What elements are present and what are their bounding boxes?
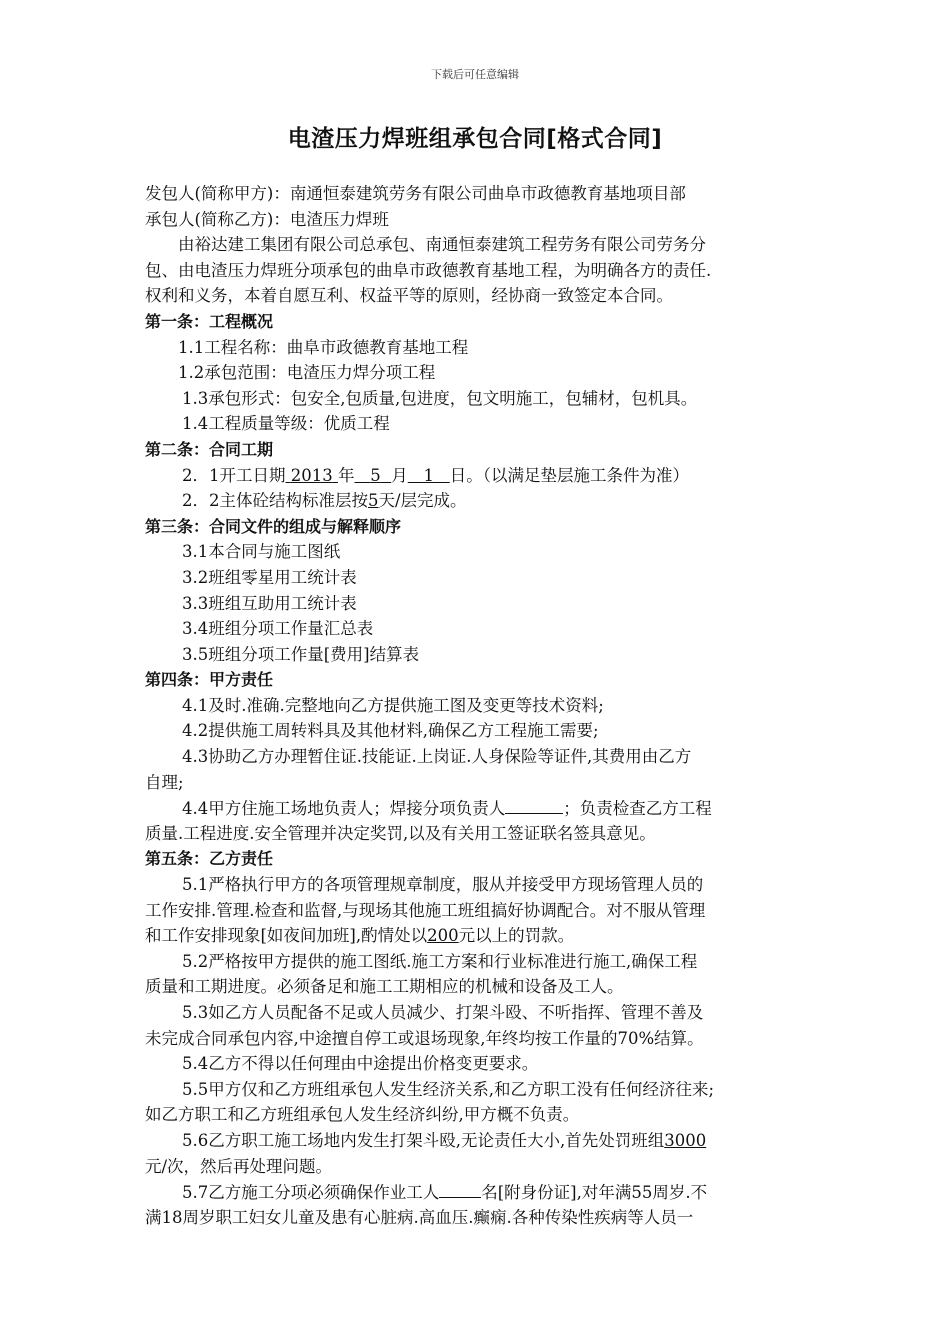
year-unit: 年 [338,465,355,485]
clause-5-4: 5.4乙方不得以任何理由中途提出价格变更要求。 [182,1054,539,1074]
clause-3-5: 3.5班组分项工作量[费用]结算表 [182,644,420,664]
intro-line: 权利和义务，本着自愿互利、权益平等的原则，经协商一致签定本合同。 [145,286,673,306]
welding-manager-blank [505,795,563,814]
article-5-heading: 第五条：乙方责任 [145,849,274,869]
clause-1-3: 1.3承包形式：包安全,包质量,包进度，包文明施工，包辅材，包机具。 [182,388,698,408]
contract-body [145,181,825,1230]
clause-1-4: 1.4工程质量等级：优质工程 [182,414,390,434]
clause-4-4-cont: 质量.工程进度.安全管理并决定奖罚,以及有关用工签证联名签具意见。 [145,823,656,843]
clause-3-2: 3.2班组零星用工统计表 [182,567,357,587]
workers-suffix: 名[附身份证],对年满55周岁.不 [481,1183,708,1203]
clause-2-2-prefix: 2．2主体砼结构标准层按 [182,491,368,511]
clause-5-6-cont: 元/次，然后再处理问题。 [145,1156,333,1176]
workers-prefix: 5.7乙方施工分项必须确保作业工人 [182,1183,440,1203]
intro-line: 包、由电渣压力焊班分项承包的曲阜市政德教育基地工程，为明确各方的责任. [145,260,712,280]
clause-4-4 [145,795,825,821]
clause-5-2-cont: 质量和工期进度。必须备足和施工工期相应的机械和设备及工人。 [145,977,624,997]
clause-5-6 [145,1128,825,1154]
clause-2-2-suffix: 天/层完成。 [378,491,467,511]
start-day-value: 1 [423,465,434,485]
clause-5-7-cont: 满18周岁职工妇女儿童及患有心脏病.高血压.癫痫.各种传染性疾病等人员一 [145,1207,694,1227]
clause-5-2: 5.2严格按甲方提供的施工图纸.施工方案和行业标准进行施工,确保工程 [182,951,698,971]
clause-5-1-cont [145,923,825,949]
document-title: 电渣压力焊班组承包合同[格式合同] [287,126,663,152]
fine-suffix: 元以上的罚款。 [458,926,575,946]
clause-2-1-prefix: 2．1开工日期 [182,465,286,485]
start-month-value: 5 [370,465,381,485]
clause-2-1 [145,463,825,489]
clause-4-2: 4.2提供施工周转料具及其他材料,确保乙方工程施工需要; [182,721,599,741]
clause-5-1-cont: 工作安排.管理.检查和监督,与现场其他施工班组搞好协调配合。对不服从管理 [145,900,706,920]
start-year-value: 2013 [290,465,333,485]
month-unit: 月 [391,465,408,485]
penalty-amount: 3000 [664,1130,707,1150]
header-note: 下载后可任意编辑 [431,68,519,81]
clause-4-4-suffix: ；负责检查乙方工程 [563,799,712,819]
clause-2-2 [145,488,825,514]
clause-4-1: 4.1及时.准确.完整地向乙方提供施工图及变更等技术资料; [182,695,604,715]
clause-5-5-cont: 如乙方职工和乙方班组承包人发生经济纠纷,甲方概不负责。 [145,1105,580,1125]
clause-5-1: 5.1严格执行甲方的各项管理规章制度，服从并接受甲方现场管理人员的 [182,875,704,895]
worker-count-blank [439,1179,481,1198]
clause-3-4: 3.4班组分项工作量汇总表 [182,619,374,639]
article-3-heading: 第三条：合同文件的组成与解释顺序 [145,516,402,536]
clause-5-3: 5.3如乙方人员配备不足或人员减少、打架斗殴、不听指挥、管理不善及 [182,1003,704,1022]
clause-5-5: 5.5甲方仅和乙方班组承包人发生经济关系,和乙方职工没有任何经济往来; [182,1079,715,1099]
days-per-floor-value: 5 [368,491,379,511]
party-b-line: 承包人(简称乙方)：电渣压力焊班 [145,209,389,229]
clause-3-3: 3.3班组互助用工统计表 [182,593,357,613]
clause-3-1: 3.1本合同与施工图纸 [182,542,341,562]
fine-amount: 200 [427,926,459,946]
clause-4-4-prefix: 4.4甲方住施工场地负责人；焊接分项负责人 [182,799,506,819]
clause-1-2: 1.2承包范围：电渣压力焊分项工程 [178,363,436,383]
penalty-prefix: 5.6乙方职工施工场地内发生打架斗殴,无论责任大小,首先处罚班组 [182,1130,665,1150]
clause-4-3: 4.3协助乙方办理暂住证.技能证.上岗证.人身保险等证件,其费用由乙方 [182,747,692,767]
article-1-heading: 第一条：工程概况 [145,311,274,331]
intro-line: 由裕达建工集团有限公司总承包、南通恒泰建筑工程劳务有限公司劳务分 [178,235,706,255]
party-a-line: 发包人(简称甲方)：南通恒泰建筑劳务有限公司曲阜市政德教育基地项目部 [145,184,686,203]
clause-1-1: 1.1工程名称：曲阜市政德教育基地工程 [178,337,469,357]
clause-5-3-cont: 未完成合同承包内容,中途擅自停工或退场现象,年终均按工作量的70%结算。 [145,1028,704,1048]
fine-prefix: 和工作安排现象[如夜间加班],酌情处以 [145,926,428,946]
article-2-heading: 第二条：合同工期 [145,439,274,459]
clause-4-3-cont: 自理; [145,772,184,792]
article-4-heading: 第四条：甲方责任 [145,670,274,690]
clause-2-1-suffix: 日。（以满足垫层施工条件为准） [449,465,689,485]
clause-5-7 [145,1179,825,1205]
